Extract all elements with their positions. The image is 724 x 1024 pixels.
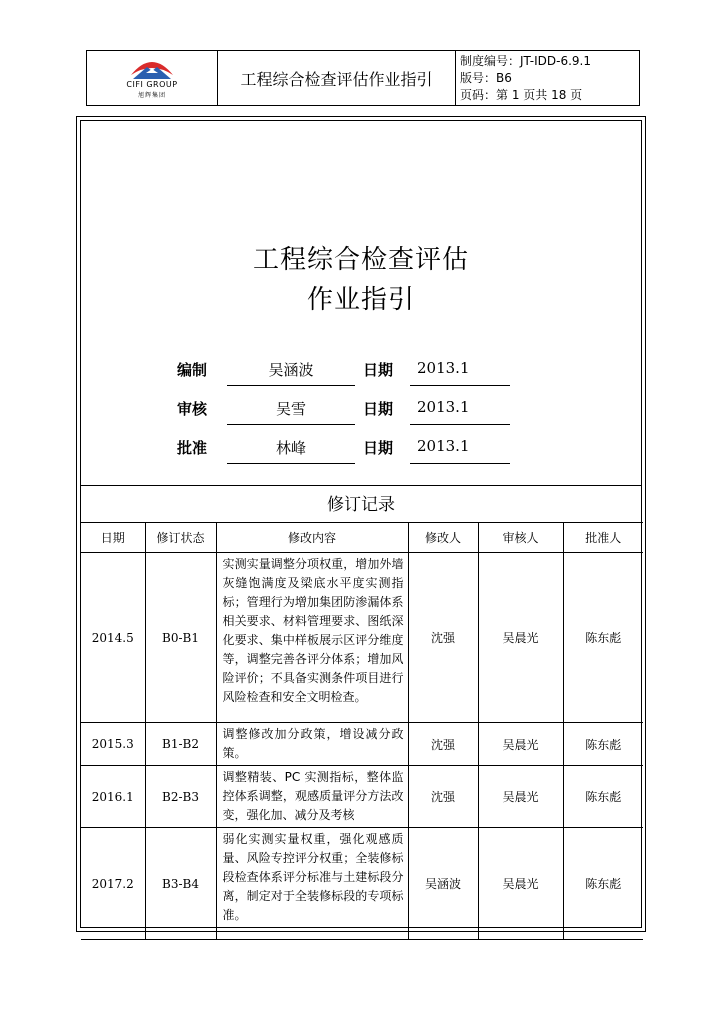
cell-status: B2-B3 bbox=[145, 766, 216, 828]
sig-date: 2013.1 bbox=[417, 359, 470, 377]
cell-date: 2014.5 bbox=[81, 553, 145, 723]
cell-reviewer: 吴晨光 bbox=[478, 723, 563, 766]
column-header: 修订状态 bbox=[145, 523, 216, 553]
cell-status: B0-B1 bbox=[145, 553, 216, 723]
column-header: 批准人 bbox=[563, 523, 643, 553]
sig-date-label: 日期 bbox=[363, 439, 394, 457]
cell-reviewer: 吴晨光 bbox=[478, 553, 563, 723]
cell-content: 弱化实测实量权重，强化观感质量、风险专控评分权重；全装修标段检查体系评分标准与土建标段分离，制定对于全装修标段的专项标准。 bbox=[216, 828, 408, 940]
column-header: 日期 bbox=[81, 523, 145, 553]
signature-row-approved bbox=[81, 435, 641, 459]
table-row bbox=[81, 553, 643, 723]
cover-frame-inner bbox=[80, 120, 642, 928]
table-row bbox=[81, 766, 643, 828]
sig-name: 林峰 bbox=[275, 439, 306, 457]
cell-approver: 陈东彪 bbox=[563, 766, 643, 828]
sig-date-label: 日期 bbox=[363, 361, 394, 379]
cell-modifier: 沈强 bbox=[408, 553, 478, 723]
cell-approver: 陈东彪 bbox=[563, 723, 643, 766]
cover-title-line1: 工程综合检查评估 bbox=[252, 245, 469, 275]
header-meta bbox=[456, 51, 639, 105]
signature-row-prepared bbox=[81, 357, 641, 381]
document-header bbox=[86, 50, 640, 106]
sig-name: 吴涵波 bbox=[268, 361, 314, 379]
cover-title-line2: 作业指引 bbox=[306, 285, 415, 315]
company-logo bbox=[87, 51, 218, 105]
header-title: 工程综合检查评估作业指引 bbox=[218, 51, 456, 105]
cell-modifier: 沈强 bbox=[408, 766, 478, 828]
table-row bbox=[81, 723, 643, 766]
cell-date: 2017.2 bbox=[81, 828, 145, 940]
cell-content: 调整精装、PC 实测指标，整体监控体系调整，观感质量评分方法改变，强化加、减分及考核 bbox=[216, 766, 408, 828]
cell-status: B3-B4 bbox=[145, 828, 216, 940]
sig-date-underline bbox=[410, 385, 510, 386]
column-header: 修改内容 bbox=[216, 523, 408, 553]
sig-date: 2013.1 bbox=[417, 398, 470, 416]
sig-name: 吴雪 bbox=[275, 400, 306, 418]
cell-content: 实测实量调整分项权重，增加外墙灰缝饱满度及梁底水平度实测指标；管理行为增加集团防渗漏体系相关要求、材料管理要求、图纸深化要求、集中样板展示区评分维度等，调整完善各评分体系；增加风险评价；不具备实测条件项目进行风险检查和安全文明检查。 bbox=[216, 553, 408, 723]
cell-modifier: 沈强 bbox=[408, 723, 478, 766]
sig-name-underline bbox=[227, 463, 355, 464]
revision-title: 修订记录 bbox=[81, 485, 641, 523]
cell-approver: 陈东彪 bbox=[563, 553, 643, 723]
column-header: 审核人 bbox=[478, 523, 563, 553]
cell-content: 调整修改加分政策，增设减分政策。 bbox=[216, 723, 408, 766]
sig-name-underline bbox=[227, 424, 355, 425]
cell-date: 2016.1 bbox=[81, 766, 145, 828]
column-header: 修改人 bbox=[408, 523, 478, 553]
sig-date-label: 日期 bbox=[363, 400, 394, 418]
sig-date: 2013.1 bbox=[417, 437, 470, 455]
cell-reviewer: 吴晨光 bbox=[478, 766, 563, 828]
cell-date: 2015.3 bbox=[81, 723, 145, 766]
sig-role: 批准 bbox=[177, 439, 208, 457]
cell-approver: 陈东彪 bbox=[563, 828, 643, 940]
sig-date-underline bbox=[410, 463, 510, 464]
table-row bbox=[81, 828, 643, 940]
version: 版号：B6 bbox=[460, 70, 512, 85]
doc-code: 制度编号：JT-IDD-6.9.1 bbox=[460, 53, 591, 68]
cell-status: B1-B2 bbox=[145, 723, 216, 766]
sig-role: 审核 bbox=[177, 400, 208, 418]
sig-role: 编制 bbox=[177, 361, 208, 379]
cell-reviewer: 吴晨光 bbox=[478, 828, 563, 940]
table-header-row bbox=[81, 523, 643, 553]
revision-table bbox=[81, 522, 643, 940]
page-info: 页码：第 1 页共 18 页 bbox=[460, 87, 583, 102]
logo-text-cn: 旭辉集团 bbox=[137, 92, 166, 99]
cover-frame bbox=[76, 116, 646, 932]
cell-modifier: 吴涵波 bbox=[408, 828, 478, 940]
cifi-logo-icon bbox=[129, 55, 175, 81]
sig-date-underline bbox=[410, 424, 510, 425]
sig-name-underline bbox=[227, 385, 355, 386]
signature-row-reviewed bbox=[81, 396, 641, 420]
logo-text: CIFI GROUP bbox=[126, 80, 178, 89]
